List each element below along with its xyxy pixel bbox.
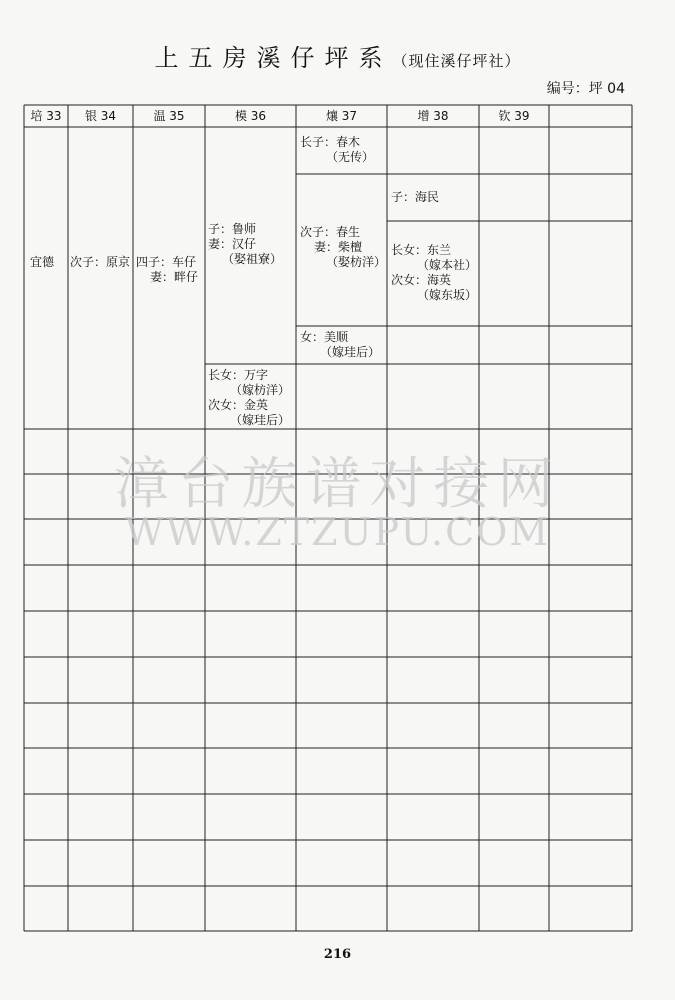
record-code: 编号：坪 04 [546, 81, 625, 97]
entry-line: 长女：万字 [208, 368, 269, 382]
entry-meishun [300, 330, 380, 360]
entry-haimin: 子：海民 [391, 190, 440, 204]
entry-line: 长子：春木 [300, 135, 361, 149]
page-number: 216 [323, 947, 352, 962]
entry-line: （嫁珪后） [230, 413, 291, 427]
entry-chunsheng [300, 225, 386, 270]
title-sub: （现住溪仔坪社） [392, 52, 521, 70]
entry-line: 妻：汉仔 [208, 237, 257, 251]
entry-line: 次子：春生 [300, 225, 361, 239]
entry-line: 次女：海英 [391, 273, 452, 287]
entry-line: 子：鲁师 [208, 222, 257, 236]
entry-line: 女：美顺 [300, 330, 349, 344]
entry-line: 妻：畔仔 [150, 270, 199, 284]
entry-line: （嫁东坂） [417, 288, 478, 302]
col-header-39: 钦 39 [498, 109, 530, 123]
entry-line: （娶祖寮） [222, 252, 283, 266]
entry-line: 妻：柴檀 [314, 240, 363, 254]
entry-line: 次女：金英 [208, 398, 269, 412]
watermark-title: 漳台族谱对接网 [113, 452, 562, 517]
page-title [0, 38, 675, 73]
col-header-38: 增 38 [417, 109, 449, 123]
entry-yide: 宜德 [30, 255, 55, 269]
entry-line: 长女：东兰 [391, 243, 452, 257]
entry-chunmu [300, 135, 374, 165]
entry-lushi [208, 222, 282, 267]
col-header-37: 爙 37 [325, 109, 358, 123]
entry-chezai [136, 255, 198, 285]
col-header-33: 培 33 [30, 109, 62, 123]
watermark-url: WWW.ZTZUPU.COM [124, 510, 551, 554]
title-main: 上五房溪仔坪系 [154, 44, 393, 72]
entry-line: 四子：车仔 [136, 255, 197, 269]
entry-line: （嫁珪后） [320, 345, 381, 359]
entry-line: （嫁枋洋） [230, 383, 291, 397]
col-header-34: 银 34 [84, 109, 117, 123]
entry-line: （嫁本社） [417, 258, 478, 272]
entry-line: （娶枋洋） [326, 255, 387, 269]
entry-yuanjing: 次子：原京 [70, 255, 131, 269]
col-header-36: 模 36 [234, 109, 267, 123]
entry-line: （无传） [326, 150, 375, 164]
col-header-35: 温 35 [153, 109, 185, 123]
entry-daughters-38 [391, 243, 477, 303]
entry-daughters-36 [208, 368, 290, 428]
